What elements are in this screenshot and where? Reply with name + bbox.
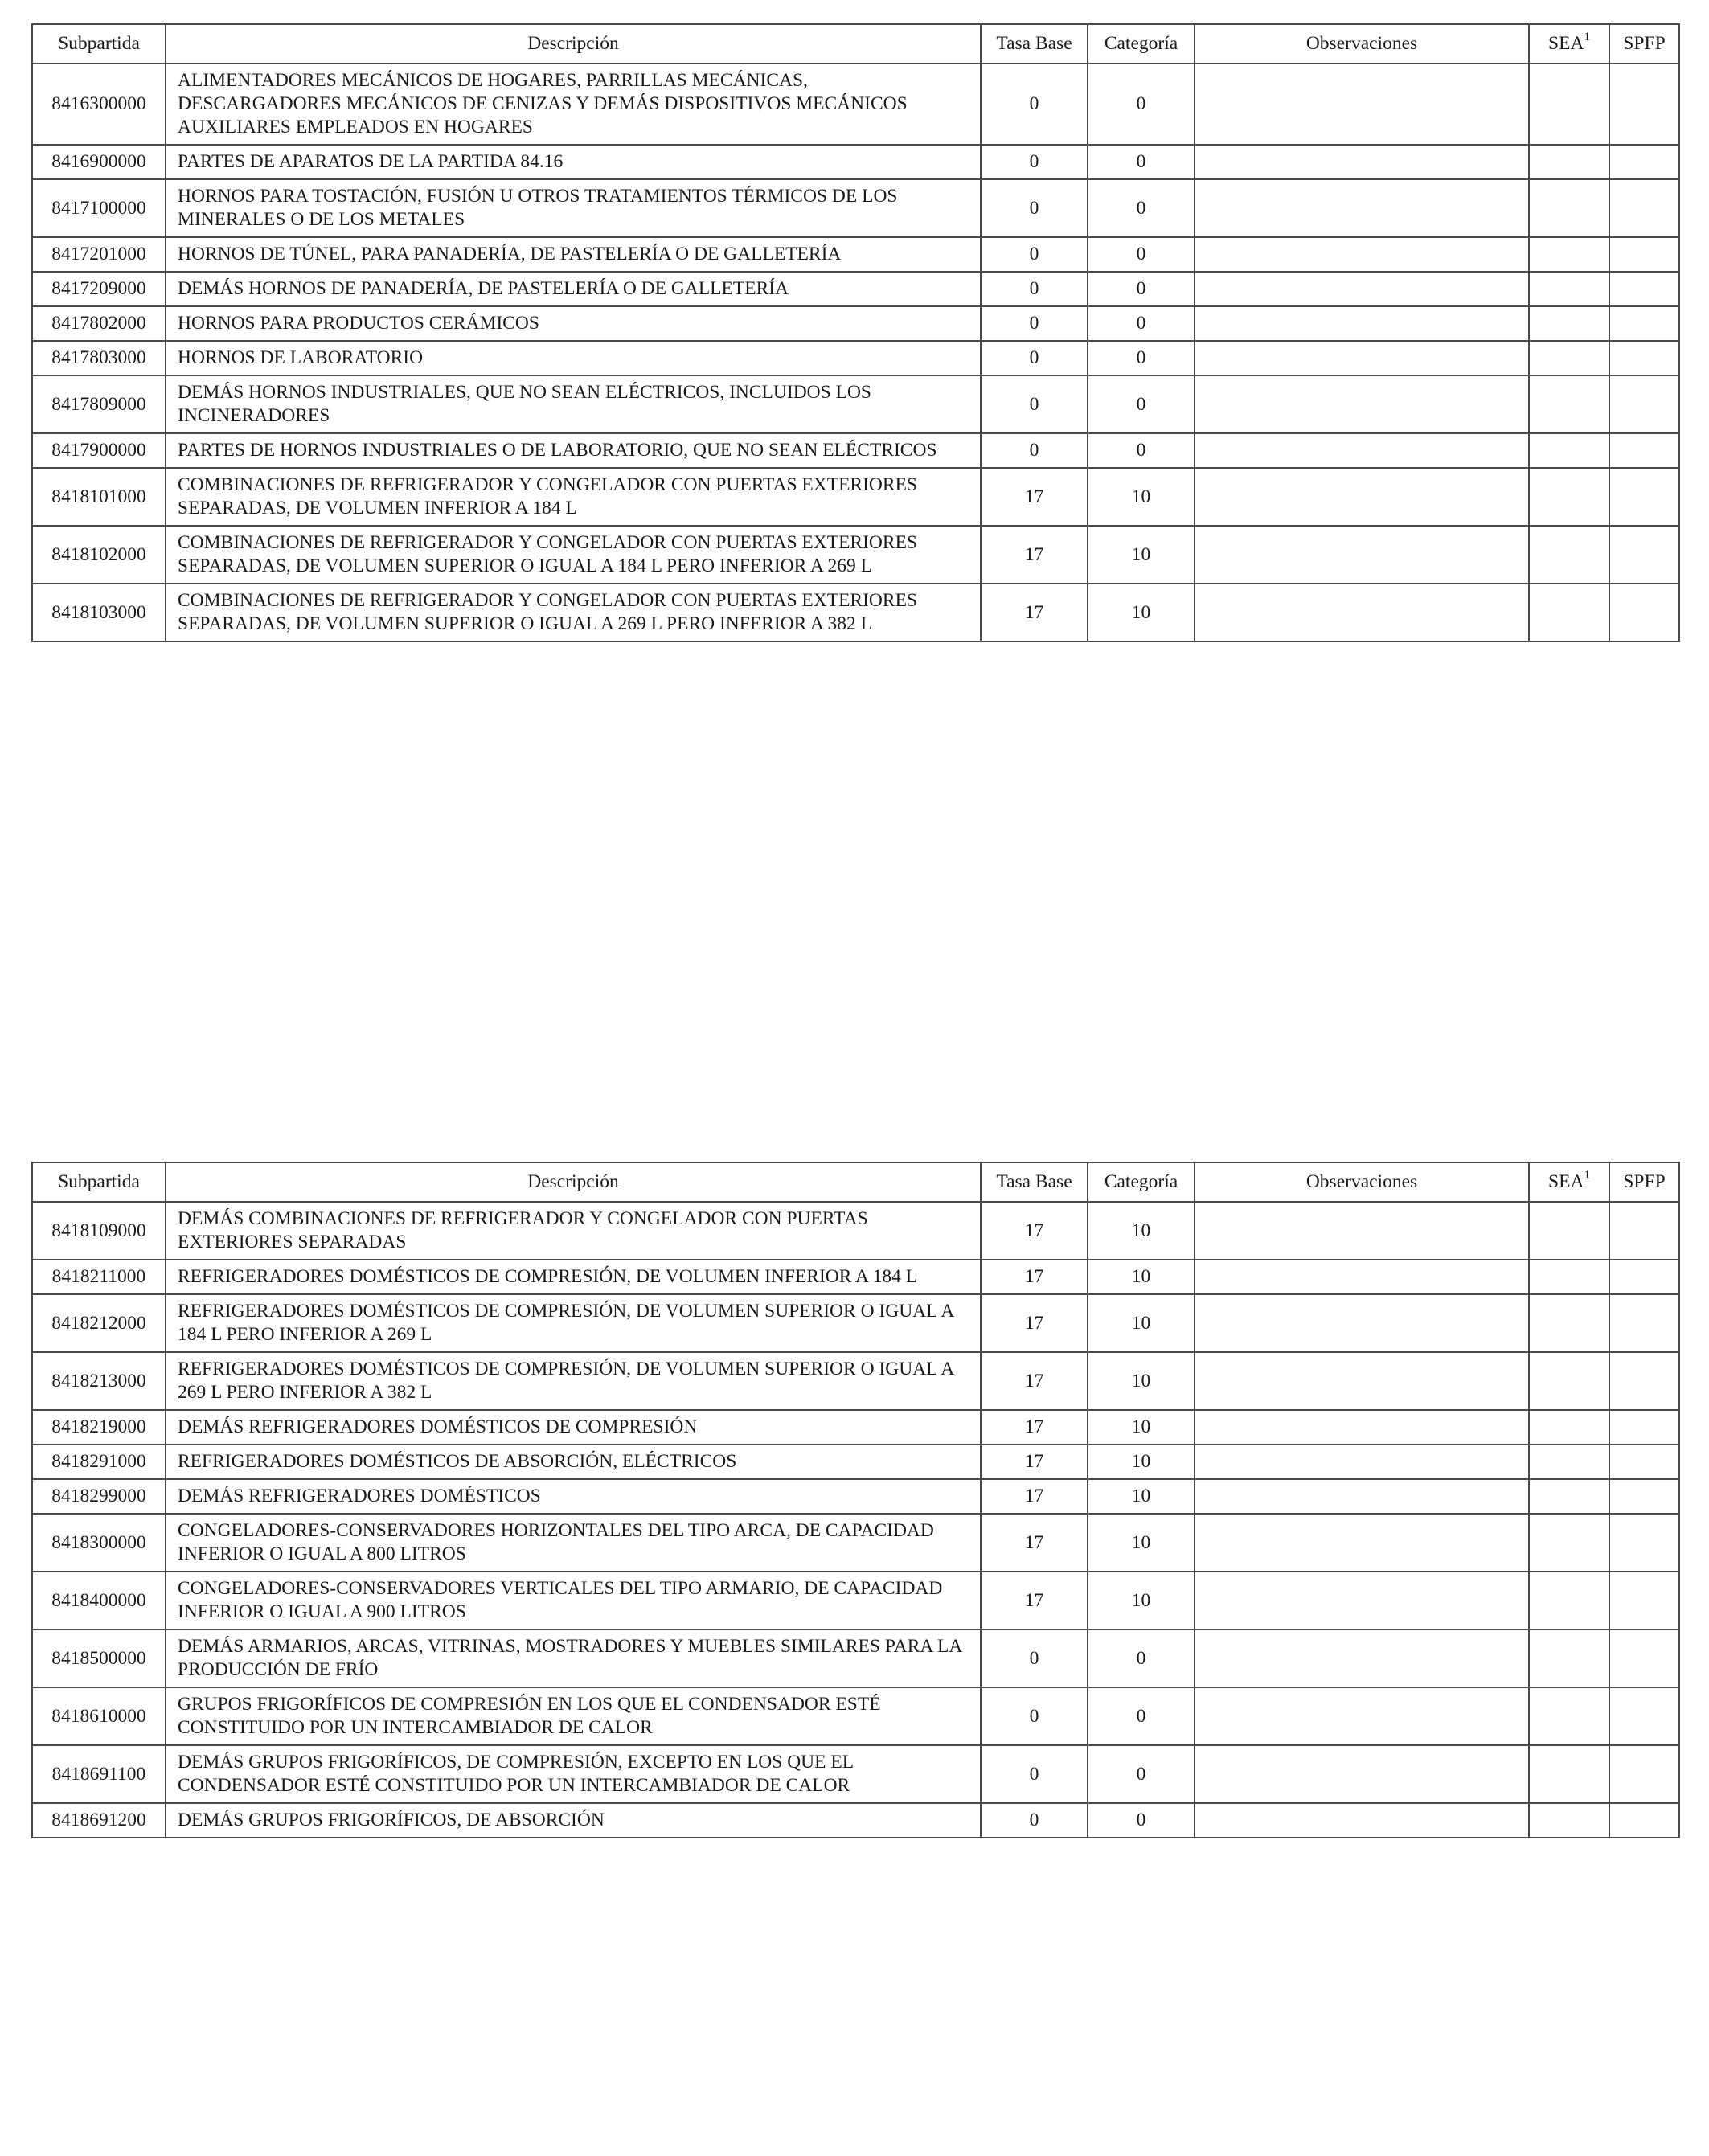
cell-spfp: [1609, 1294, 1679, 1352]
cell-subpartida: 8418300000: [32, 1514, 166, 1572]
cell-tasa-base: 17: [981, 1202, 1088, 1260]
cell-descripcion: REFRIGERADORES DOMÉSTICOS DE COMPRESIÓN, DE VOLUMEN SUPERIOR O IGUAL A 269 L PERO INFERIOR A 382 L: [166, 1352, 981, 1410]
cell-spfp: [1609, 1352, 1679, 1410]
cell-observaciones: [1195, 1445, 1529, 1479]
header-descripcion: Descripción: [166, 1162, 981, 1202]
cell-spfp: [1609, 1572, 1679, 1629]
cell-descripcion: DEMÁS GRUPOS FRIGORÍFICOS, DE COMPRESIÓN, EXCEPTO EN LOS QUE EL CONDENSADOR ESTÉ CONSTITUIDO POR UN INTERCAMBIADOR DE CALOR: [166, 1745, 981, 1803]
cell-observaciones: [1195, 1629, 1529, 1687]
cell-categoria: 0: [1088, 306, 1195, 341]
footnote-marker: 1: [1584, 1169, 1590, 1183]
header-observaciones: Observaciones: [1195, 1162, 1529, 1202]
cell-subpartida: 8417809000: [32, 375, 166, 433]
cell-categoria: 10: [1088, 1445, 1195, 1479]
cell-descripcion: CONGELADORES-CONSERVADORES HORIZONTALES DEL TIPO ARCA, DE CAPACIDAD INFERIOR O IGUAL A 800 LITROS: [166, 1514, 981, 1572]
cell-descripcion: DEMÁS HORNOS DE PANADERÍA, DE PASTELERÍA O DE GALLETERÍA: [166, 272, 981, 306]
cell-categoria: 0: [1088, 145, 1195, 179]
cell-spfp: [1609, 1803, 1679, 1838]
cell-sea: [1529, 375, 1609, 433]
cell-sea: [1529, 306, 1609, 341]
cell-spfp: [1609, 306, 1679, 341]
table-row: [32, 1445, 1679, 1479]
cell-spfp: [1609, 341, 1679, 375]
header-sea: [1529, 24, 1609, 64]
cell-observaciones: [1195, 1410, 1529, 1445]
cell-categoria: 0: [1088, 64, 1195, 145]
cell-categoria: 10: [1088, 1352, 1195, 1410]
cell-categoria: 0: [1088, 1687, 1195, 1745]
cell-spfp: [1609, 64, 1679, 145]
cell-observaciones: [1195, 1745, 1529, 1803]
cell-tasa-base: 17: [981, 1260, 1088, 1294]
cell-subpartida: 8418691100: [32, 1745, 166, 1803]
cell-subpartida: 8418211000: [32, 1260, 166, 1294]
cell-descripcion: HORNOS PARA TOSTACIÓN, FUSIÓN U OTROS TRATAMIENTOS TÉRMICOS DE LOS MINERALES O DE LOS METALES: [166, 179, 981, 237]
table-row: [32, 1514, 1679, 1572]
cell-tasa-base: 0: [981, 433, 1088, 468]
table-row: [32, 1410, 1679, 1445]
table-row: [32, 272, 1679, 306]
table-row: [32, 1352, 1679, 1410]
cell-observaciones: [1195, 64, 1529, 145]
cell-subpartida: 8418610000: [32, 1687, 166, 1745]
cell-spfp: [1609, 1445, 1679, 1479]
footnote-marker: 1: [1584, 31, 1590, 44]
header-descripcion: Descripción: [166, 24, 981, 64]
header-subpartida: Subpartida: [32, 24, 166, 64]
cell-tasa-base: 17: [981, 1479, 1088, 1514]
cell-observaciones: [1195, 1479, 1529, 1514]
cell-tasa-base: 17: [981, 1352, 1088, 1410]
cell-sea: [1529, 272, 1609, 306]
cell-sea: [1529, 1745, 1609, 1803]
cell-spfp: [1609, 237, 1679, 272]
cell-descripcion: COMBINACIONES DE REFRIGERADOR Y CONGELADOR CON PUERTAS EXTERIORES SEPARADAS, DE VOLUMEN SUPERIOR O IGUAL A 184 L PERO INFERIOR A 269 L: [166, 526, 981, 584]
cell-categoria: 10: [1088, 468, 1195, 526]
cell-spfp: [1609, 1514, 1679, 1572]
cell-categoria: 10: [1088, 1514, 1195, 1572]
header-row: [32, 1162, 1679, 1202]
cell-tasa-base: 0: [981, 1803, 1088, 1838]
header-observaciones: Observaciones: [1195, 24, 1529, 64]
cell-sea: [1529, 1514, 1609, 1572]
table-row: [32, 1803, 1679, 1838]
cell-categoria: 0: [1088, 272, 1195, 306]
cell-observaciones: [1195, 375, 1529, 433]
cell-sea: [1529, 64, 1609, 145]
cell-descripcion: PARTES DE APARATOS DE LA PARTIDA 84.16: [166, 145, 981, 179]
header-spfp: SPFP: [1609, 1162, 1679, 1202]
header-spfp: SPFP: [1609, 24, 1679, 64]
header-sea-label: SEA: [1548, 1171, 1584, 1192]
cell-sea: [1529, 341, 1609, 375]
table-row: [32, 584, 1679, 641]
cell-sea: [1529, 1202, 1609, 1260]
cell-spfp: [1609, 1745, 1679, 1803]
table-row: [32, 1745, 1679, 1803]
cell-observaciones: [1195, 1352, 1529, 1410]
cell-observaciones: [1195, 1803, 1529, 1838]
header-sea: [1529, 1162, 1609, 1202]
cell-categoria: 10: [1088, 1572, 1195, 1629]
cell-observaciones: [1195, 1514, 1529, 1572]
tariff-table-1: [31, 23, 1680, 642]
table-row: [32, 1479, 1679, 1514]
cell-subpartida: 8418691200: [32, 1803, 166, 1838]
cell-sea: [1529, 1260, 1609, 1294]
cell-subpartida: 8418103000: [32, 584, 166, 641]
cell-categoria: 0: [1088, 237, 1195, 272]
cell-sea: [1529, 584, 1609, 641]
cell-tasa-base: 17: [981, 526, 1088, 584]
cell-subpartida: 8417900000: [32, 433, 166, 468]
table-row: [32, 375, 1679, 433]
cell-sea: [1529, 468, 1609, 526]
cell-subpartida: 8418102000: [32, 526, 166, 584]
cell-categoria: 10: [1088, 584, 1195, 641]
cell-sea: [1529, 237, 1609, 272]
header-sea-label: SEA: [1548, 33, 1584, 54]
cell-categoria: 0: [1088, 1745, 1195, 1803]
cell-categoria: 0: [1088, 375, 1195, 433]
cell-spfp: [1609, 272, 1679, 306]
header-subpartida: Subpartida: [32, 1162, 166, 1202]
header-tasa-base: Tasa Base: [981, 24, 1088, 64]
cell-sea: [1529, 433, 1609, 468]
cell-subpartida: 8418219000: [32, 1410, 166, 1445]
cell-subpartida: 8418400000: [32, 1572, 166, 1629]
cell-tasa-base: 0: [981, 179, 1088, 237]
cell-subpartida: 8416900000: [32, 145, 166, 179]
table-row: [32, 526, 1679, 584]
cell-descripcion: PARTES DE HORNOS INDUSTRIALES O DE LABORATORIO, QUE NO SEAN ELÉCTRICOS: [166, 433, 981, 468]
cell-subpartida: 8417802000: [32, 306, 166, 341]
cell-observaciones: [1195, 272, 1529, 306]
cell-tasa-base: 0: [981, 1629, 1088, 1687]
cell-tasa-base: 17: [981, 1514, 1088, 1572]
header-categoria: Categoría: [1088, 24, 1195, 64]
cell-descripcion: DEMÁS GRUPOS FRIGORÍFICOS, DE ABSORCIÓN: [166, 1803, 981, 1838]
table-row: [32, 1260, 1679, 1294]
cell-observaciones: [1195, 1572, 1529, 1629]
cell-categoria: 0: [1088, 1629, 1195, 1687]
tariff-table-2: [31, 1162, 1680, 1838]
cell-observaciones: [1195, 526, 1529, 584]
cell-spfp: [1609, 1629, 1679, 1687]
header-row: [32, 24, 1679, 64]
cell-spfp: [1609, 179, 1679, 237]
cell-tasa-base: 0: [981, 306, 1088, 341]
cell-sea: [1529, 1352, 1609, 1410]
cell-observaciones: [1195, 1260, 1529, 1294]
cell-observaciones: [1195, 433, 1529, 468]
cell-spfp: [1609, 145, 1679, 179]
cell-descripcion: HORNOS DE LABORATORIO: [166, 341, 981, 375]
cell-spfp: [1609, 584, 1679, 641]
cell-categoria: 0: [1088, 341, 1195, 375]
cell-descripcion: REFRIGERADORES DOMÉSTICOS DE COMPRESIÓN, DE VOLUMEN INFERIOR A 184 L: [166, 1260, 981, 1294]
cell-sea: [1529, 1479, 1609, 1514]
cell-tasa-base: 17: [981, 1410, 1088, 1445]
cell-categoria: 10: [1088, 1260, 1195, 1294]
cell-spfp: [1609, 375, 1679, 433]
table-row: [32, 1572, 1679, 1629]
cell-tasa-base: 17: [981, 468, 1088, 526]
cell-observaciones: [1195, 468, 1529, 526]
cell-descripcion: COMBINACIONES DE REFRIGERADOR Y CONGELADOR CON PUERTAS EXTERIORES SEPARADAS, DE VOLUMEN INFERIOR A 184 L: [166, 468, 981, 526]
cell-observaciones: [1195, 179, 1529, 237]
cell-descripcion: REFRIGERADORES DOMÉSTICOS DE ABSORCIÓN, ELÉCTRICOS: [166, 1445, 981, 1479]
header-tasa-base: Tasa Base: [981, 1162, 1088, 1202]
table-row: [32, 341, 1679, 375]
table-row: [32, 1687, 1679, 1745]
cell-subpartida: 8418213000: [32, 1352, 166, 1410]
cell-observaciones: [1195, 1687, 1529, 1745]
table-row: [32, 145, 1679, 179]
table-row: [32, 64, 1679, 145]
cell-subpartida: 8418291000: [32, 1445, 166, 1479]
cell-categoria: 0: [1088, 179, 1195, 237]
cell-spfp: [1609, 1687, 1679, 1745]
table-body: [32, 64, 1679, 641]
cell-sea: [1529, 1629, 1609, 1687]
cell-spfp: [1609, 1479, 1679, 1514]
cell-subpartida: 8417803000: [32, 341, 166, 375]
cell-sea: [1529, 1445, 1609, 1479]
cell-descripcion: DEMÁS COMBINACIONES DE REFRIGERADOR Y CONGELADOR CON PUERTAS EXTERIORES SEPARADAS: [166, 1202, 981, 1260]
cell-categoria: 0: [1088, 1803, 1195, 1838]
cell-tasa-base: 0: [981, 145, 1088, 179]
cell-categoria: 10: [1088, 1410, 1195, 1445]
cell-categoria: 10: [1088, 1294, 1195, 1352]
cell-tasa-base: 0: [981, 272, 1088, 306]
cell-spfp: [1609, 1260, 1679, 1294]
cell-subpartida: 8417209000: [32, 272, 166, 306]
table-row: [32, 433, 1679, 468]
cell-sea: [1529, 1687, 1609, 1745]
cell-sea: [1529, 1803, 1609, 1838]
cell-sea: [1529, 179, 1609, 237]
cell-sea: [1529, 1294, 1609, 1352]
cell-tasa-base: 0: [981, 375, 1088, 433]
cell-subpartida: 8418109000: [32, 1202, 166, 1260]
cell-categoria: 0: [1088, 433, 1195, 468]
cell-observaciones: [1195, 1294, 1529, 1352]
cell-tasa-base: 17: [981, 584, 1088, 641]
table-row: [32, 306, 1679, 341]
cell-spfp: [1609, 1202, 1679, 1260]
cell-tasa-base: 0: [981, 341, 1088, 375]
cell-spfp: [1609, 526, 1679, 584]
cell-descripcion: HORNOS PARA PRODUCTOS CERÁMICOS: [166, 306, 981, 341]
cell-spfp: [1609, 433, 1679, 468]
cell-observaciones: [1195, 306, 1529, 341]
cell-observaciones: [1195, 145, 1529, 179]
cell-observaciones: [1195, 341, 1529, 375]
cell-sea: [1529, 526, 1609, 584]
cell-observaciones: [1195, 1202, 1529, 1260]
cell-tasa-base: 17: [981, 1294, 1088, 1352]
cell-sea: [1529, 145, 1609, 179]
table-row: [32, 1294, 1679, 1352]
cell-descripcion: DEMÁS REFRIGERADORES DOMÉSTICOS DE COMPRESIÓN: [166, 1410, 981, 1445]
cell-descripcion: ALIMENTADORES MECÁNICOS DE HOGARES, PARRILLAS MECÁNICAS, DESCARGADORES MECÁNICOS DE CENIZAS Y DEMÁS DISPOSITIVOS MECÁNICOS AUXILIARES EMPLEADOS EN HOGARES: [166, 64, 981, 145]
cell-descripcion: CONGELADORES-CONSERVADORES VERTICALES DEL TIPO ARMARIO, DE CAPACIDAD INFERIOR O IGUAL A 900 LITROS: [166, 1572, 981, 1629]
cell-descripcion: COMBINACIONES DE REFRIGERADOR Y CONGELADOR CON PUERTAS EXTERIORES SEPARADAS, DE VOLUMEN SUPERIOR O IGUAL A 269 L PERO INFERIOR A 382 L: [166, 584, 981, 641]
cell-subpartida: 8418212000: [32, 1294, 166, 1352]
cell-descripcion: DEMÁS HORNOS INDUSTRIALES, QUE NO SEAN ELÉCTRICOS, INCLUIDOS LOS INCINERADORES: [166, 375, 981, 433]
cell-descripcion: REFRIGERADORES DOMÉSTICOS DE COMPRESIÓN, DE VOLUMEN SUPERIOR O IGUAL A 184 L PERO INFERIOR A 269 L: [166, 1294, 981, 1352]
cell-sea: [1529, 1410, 1609, 1445]
cell-tasa-base: 17: [981, 1572, 1088, 1629]
cell-categoria: 10: [1088, 1479, 1195, 1514]
cell-sea: [1529, 1572, 1609, 1629]
cell-subpartida: 8418299000: [32, 1479, 166, 1514]
cell-categoria: 10: [1088, 526, 1195, 584]
cell-tasa-base: 0: [981, 64, 1088, 145]
cell-subpartida: 8418101000: [32, 468, 166, 526]
cell-subpartida: 8417201000: [32, 237, 166, 272]
cell-subpartida: 8417100000: [32, 179, 166, 237]
cell-spfp: [1609, 468, 1679, 526]
cell-descripcion: HORNOS DE TÚNEL, PARA PANADERÍA, DE PASTELERÍA O DE GALLETERÍA: [166, 237, 981, 272]
cell-spfp: [1609, 1410, 1679, 1445]
cell-tasa-base: 0: [981, 237, 1088, 272]
cell-descripcion: DEMÁS ARMARIOS, ARCAS, VITRINAS, MOSTRADORES Y MUEBLES SIMILARES PARA LA PRODUCCIÓN DE FRÍO: [166, 1629, 981, 1687]
cell-categoria: 10: [1088, 1202, 1195, 1260]
cell-tasa-base: 0: [981, 1745, 1088, 1803]
cell-tasa-base: 0: [981, 1687, 1088, 1745]
cell-subpartida: 8418500000: [32, 1629, 166, 1687]
table-row: [32, 179, 1679, 237]
table-row: [32, 237, 1679, 272]
cell-descripcion: DEMÁS REFRIGERADORES DOMÉSTICOS: [166, 1479, 981, 1514]
cell-observaciones: [1195, 237, 1529, 272]
cell-descripcion: GRUPOS FRIGORÍFICOS DE COMPRESIÓN EN LOS QUE EL CONDENSADOR ESTÉ CONSTITUIDO POR UN INTERCAMBIADOR DE CALOR: [166, 1687, 981, 1745]
table-body: [32, 1202, 1679, 1838]
table-row: [32, 1202, 1679, 1260]
cell-subpartida: 8416300000: [32, 64, 166, 145]
cell-tasa-base: 17: [981, 1445, 1088, 1479]
table-row: [32, 1629, 1679, 1687]
header-categoria: Categoría: [1088, 1162, 1195, 1202]
cell-observaciones: [1195, 584, 1529, 641]
table-row: [32, 468, 1679, 526]
